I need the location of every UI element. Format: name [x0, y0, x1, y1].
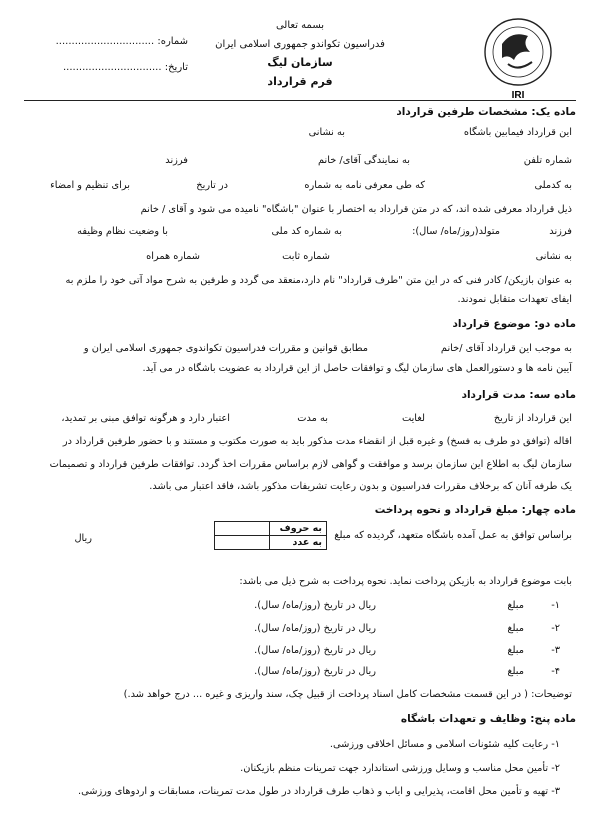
s2-line-membership: آیین نامه ها و دستورالعمل های سازمان لیگ و توافقات حاصل از این قرارداد به عضویت باشگاه در می آید.: [142, 363, 572, 374]
s2-field-person: به موجب این قرارداد آقای /خانم: [440, 343, 572, 354]
s1-field-signing: برای تنظیم و امضاء: [50, 180, 130, 191]
s1-field-mobile: شماره همراه: [146, 251, 200, 262]
installment-number: ۳-: [551, 645, 560, 656]
s1-field-letter-date: در تاریخ: [196, 180, 228, 191]
s1-field-letter-number: که طی معرفی نامه به شماره: [304, 180, 425, 191]
date-field[interactable]: تاریخ: ...............................: [63, 62, 188, 73]
installment-number: ۲-: [551, 623, 560, 634]
installment-number: ۱-: [551, 600, 560, 611]
s1-field-club: این قرارداد فیمابین باشگاه: [463, 127, 572, 138]
section-3-title: ماده سه: مدت قرارداد: [461, 389, 576, 401]
s3-line-4: یک طرفه آنان که برخلاف مقررات فدراسیون و بدون رعایت تشریفات مذکور باشد، فاقد اعتبار می باشد.: [149, 481, 572, 492]
s4-line-payment-method: بابت موضوع قرارداد به بازیکن پرداخت نماید. نحوه پرداخت به شرح ذیل می باشد:: [239, 576, 572, 587]
number-field[interactable]: شماره: ...............................: [55, 36, 188, 47]
s1-field-birthdate: متولد(روز/ماه/ سال):: [412, 226, 500, 237]
org-name: سازمان لیگ: [267, 56, 333, 69]
s1-field-national-id: به کدملی: [534, 180, 572, 191]
s3-field-end-date: لغایت: [401, 413, 425, 424]
installment-text: ریال در تاریخ (روز/ماه/ سال).: [254, 600, 376, 611]
s2-line-regulations: مطابق قوانین و مقررات فدراسیون تکواندوی جمهوری اسلامی ایران و: [83, 343, 368, 354]
section-4-title: ماده چهار: مبلغ قرارداد و نحوه پرداخت: [374, 504, 576, 516]
s3-field-start-date: این قرارداد از تاریخ: [493, 413, 572, 424]
installment-text: ریال در تاریخ (روز/ماه/ سال).: [254, 645, 376, 656]
s1-line-club-definition: ذیل قرارداد معرفی شده اند، که در متن قرارداد به اختصار با عنوان "باشگاه" نامیده می شود و آقای / خانم: [140, 204, 572, 215]
s5-item: ۲- تأمین محل مناسب و وسایل ورزشی استاندارد جهت تمرینات منظم بازیکنان.: [240, 763, 560, 774]
s5-item: ۱- رعایت کلیه شئونات اسلامی و مسائل اخلاقی ورزشی.: [329, 739, 560, 750]
s1-field-player-child-of: فرزند: [549, 226, 572, 237]
installment-label: مبلغ: [507, 600, 524, 611]
s1-line-obligations: ایفای تعهدات متقابل نمودند.: [457, 294, 572, 305]
amount-in-numbers-cell[interactable]: [215, 536, 270, 550]
amount-in-numbers-label: به عدد: [270, 536, 327, 550]
installment-label: مبلغ: [507, 645, 524, 656]
federation-name: فدراسیون تکواندو جمهوری اسلامی ایران: [215, 39, 385, 50]
installment-label: مبلغ: [507, 666, 524, 677]
s5-item: ۳- تهیه و تأمین محل اقامت، پذیرایی و ایاب و ذهاب طرف قرارداد در طول مدت تمرینات، مسابقات و اردوهای ورزشی.: [77, 786, 560, 797]
installment-label: مبلغ: [507, 623, 524, 634]
section-5-title: ماده پنج: وظایف و تعهدات باشگاه: [400, 713, 576, 725]
s3-line-validity: اعتبار دارد و هرگونه توافق مبنی بر تمدید،: [61, 413, 230, 424]
amount-in-letters-cell[interactable]: [215, 522, 270, 536]
s4-line-amount: براساس توافق به عمل آمده باشگاه متعهد، گردیده که مبلغ: [334, 530, 572, 541]
section-2-title: ماده دو: موضوع قرارداد: [452, 318, 576, 330]
form-title: فرم قرارداد: [267, 75, 333, 88]
s3-line-2: اقاله (توافق دو طرف به فسخ) و غیره قبل از انقضاء مدت مذکور باید به صورت مکتوب و مستند و با حضور طرفین قرارداد در: [62, 436, 572, 447]
s1-field-player-address: به نشانی: [535, 251, 572, 262]
bismillah: بسمه تعالی: [275, 20, 325, 31]
amount-in-letters-label: به حروف: [270, 522, 327, 536]
s3-field-duration: به مدت: [297, 413, 328, 424]
s1-field-player-national-id: به شماره کد ملی: [271, 226, 342, 237]
header-divider: [24, 100, 576, 101]
installment-number: ۴-: [551, 666, 560, 677]
s1-field-representative: به نمایندگی آقای/ خانم: [318, 155, 410, 166]
installment-text: ریال در تاریخ (روز/ماه/ سال).: [254, 623, 376, 634]
s1-field-landline: شماره ثابت: [282, 251, 330, 262]
federation-logo-icon: [478, 14, 558, 102]
s1-field-phone: شماره تلفن: [523, 155, 572, 166]
section-1-title: ماده یک: مشخصات طرفین قرارداد: [396, 106, 576, 118]
s1-field-child-of: فرزند: [165, 155, 188, 166]
rial-label: ریال: [74, 533, 92, 544]
installment-text: ریال در تاریخ (روز/ماه/ سال).: [254, 666, 376, 677]
amount-table: [214, 521, 327, 550]
logo-text: IRI: [511, 90, 525, 101]
s1-field-military-status: با وضعیت نظام وظیفه: [77, 226, 168, 237]
s1-line-party-definition: به عنوان بازیکن/ کادر فنی که در این متن "طرف قرارداد" نام دارد،منعقد می گردد و طرفین به شرح مواد آتی خود را ملزم به: [65, 275, 572, 286]
s4-payment-notes: توضیحات: ( در این قسمت مشخصات کامل اسناد پرداخت از قبیل چک، سند واریزی و غیره ... درج خواهد شد.): [123, 689, 572, 700]
s1-field-address: به نشانی: [308, 127, 345, 138]
s3-line-3: سازمان لیگ به اطلاع این سازمان برسد و موافقت و گواهی لازم براساس مقررات اخذ گردد. توافقات طرفین قرارداد و تصمیمات: [49, 459, 572, 470]
